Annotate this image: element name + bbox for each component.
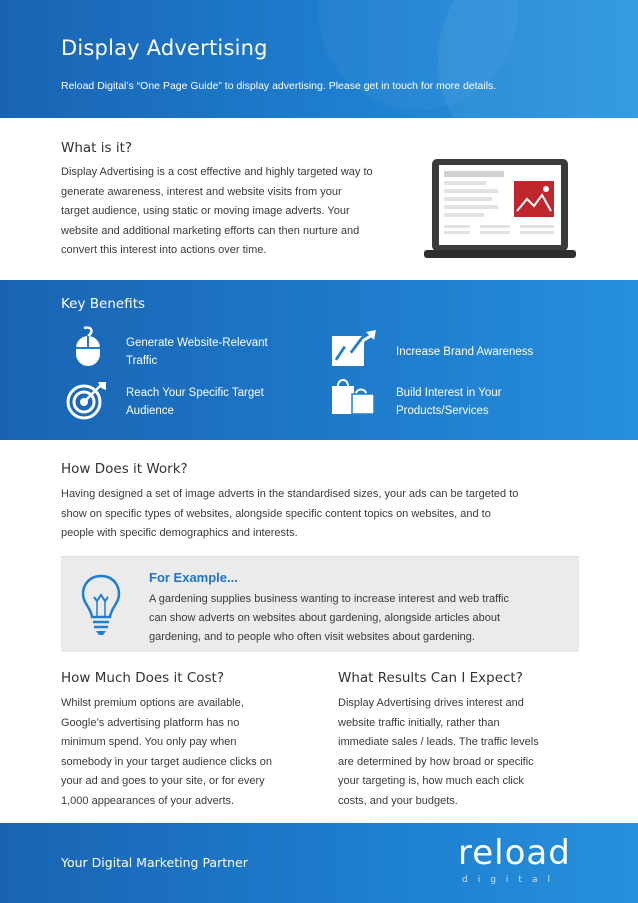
cost-text	[61, 694, 316, 811]
footer-tagline: Your Digital Marketing Partner	[61, 855, 248, 870]
reload-digital-logo[interactable]	[458, 833, 580, 891]
text-line: Whilst premium options are available,	[61, 697, 244, 709]
key-benefits-section	[0, 280, 638, 440]
text-line: convert this interest into actions over time.	[61, 244, 267, 256]
text-line: costs, and your budgets.	[338, 794, 458, 807]
benefit-label: Generate Website-Relevant	[126, 337, 268, 349]
text-line: website and additional marketing efforts can then nurture and	[61, 224, 360, 237]
text-line: Display Advertising drives interest and	[338, 697, 524, 709]
benefit-label: Audience	[126, 405, 174, 417]
what-is-it-heading: What is it?	[61, 140, 133, 156]
text-line: A gardening supplies business wanting to increase interest and web traffic	[149, 593, 509, 605]
page-subtitle: Reload Digital’s “One Page Guide” to display advertising. Please get in touch for more details.	[61, 80, 497, 92]
text-line: can show adverts on websites about gardening, alongside articles about	[149, 612, 501, 624]
benefit-label: Build Interest in Your	[396, 387, 502, 399]
text-line: target audience, using static or moving image adverts. Your	[61, 205, 350, 217]
text-line: people with specific demographics and interests.	[61, 527, 298, 539]
example-heading: For Example...	[149, 570, 238, 585]
benefit-label: Reach Your Specific Target	[126, 387, 264, 399]
cost-section	[61, 670, 272, 807]
benefit-label: Traffic	[126, 355, 158, 367]
text-line: minimum spend. You only pay when	[61, 736, 237, 748]
text-line: gardening, and to people who often visit websites about gardening.	[149, 631, 475, 643]
benefit-brand-awareness	[396, 343, 533, 361]
target-icon	[66, 380, 108, 420]
how-does-it-work-text	[61, 485, 581, 544]
text-line: immediate sales / leads. The traffic levels	[338, 736, 539, 748]
benefit-build-interest	[396, 384, 502, 420]
text-line: Having designed a set of image adverts in the standardised sizes, your ads can be targeted to	[61, 488, 519, 500]
text-line: Google’s advertising platform has no	[61, 716, 240, 729]
what-is-it-text	[61, 163, 416, 261]
how-does-it-work-section	[61, 461, 519, 539]
mouse-icon	[70, 324, 106, 368]
results-text	[338, 694, 578, 811]
lightbulb-icon	[81, 573, 121, 637]
what-is-it-section	[61, 140, 373, 256]
growth-chart-icon	[330, 328, 378, 368]
example-text	[149, 590, 569, 647]
text-line: generate awareness, interest and website visits from your	[61, 185, 342, 198]
page-title: Display Advertising	[61, 36, 268, 60]
logo-subtext: digital	[462, 875, 560, 885]
results-heading: What Results Can I Expect?	[338, 670, 523, 686]
footer-banner	[0, 823, 638, 903]
text-line: show on specific types of websites, alongside specific content topics on websites, and to	[61, 507, 491, 520]
laptop-advert-icon	[424, 159, 576, 259]
benefit-traffic	[126, 334, 268, 370]
how-does-it-work-heading: How Does it Work?	[61, 461, 188, 477]
text-line: somebody in your target audience clicks on	[61, 755, 272, 768]
benefit-target-audience	[126, 384, 264, 420]
text-line: your ad and goes to your site, or for every	[61, 775, 265, 787]
text-line: are determined by how broad or specific	[338, 755, 534, 768]
key-benefits-heading: Key Benefits	[61, 296, 146, 312]
shopping-bags-icon	[328, 376, 378, 416]
text-line: website traffic initially, rather than	[338, 716, 500, 729]
benefit-label: Products/Services	[396, 405, 489, 417]
results-section	[338, 670, 539, 807]
header-banner	[0, 0, 638, 118]
text-line: Display Advertising is a cost effective and highly targeted way to	[61, 166, 373, 178]
example-callout	[61, 556, 579, 652]
cost-heading: How Much Does it Cost?	[61, 670, 225, 686]
text-line: 1,000 appearances of your adverts.	[61, 794, 235, 807]
text-line: your targeting is, how much each click	[338, 775, 524, 787]
benefit-label: Increase Brand Awareness	[396, 346, 534, 358]
logo-wordmark: reload	[458, 833, 571, 873]
